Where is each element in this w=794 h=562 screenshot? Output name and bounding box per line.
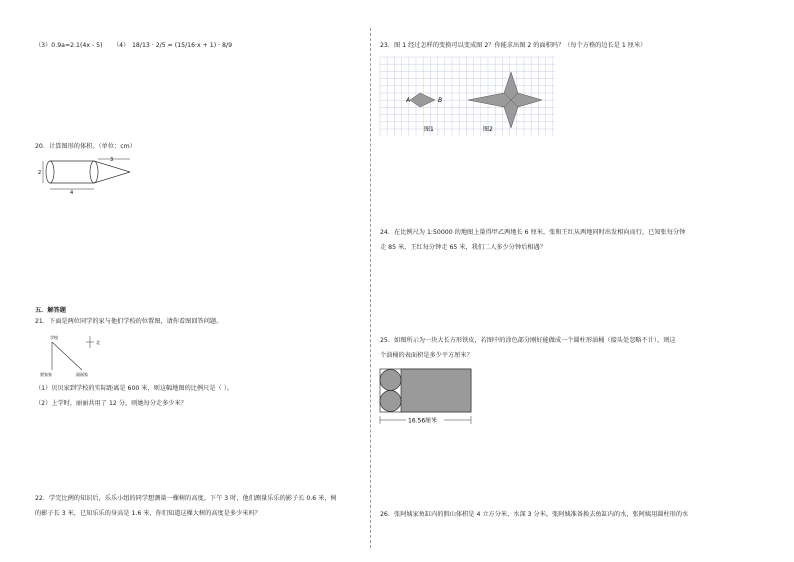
- question-26: 26．张阿姨家鱼缸内的假山体积是 4 立方分米，水深 3 分米。张阿姨准备换去鱼缸内的水，张阿姨用圆柱形的水: [380, 511, 689, 518]
- dim-left: 2: [38, 170, 42, 176]
- section-5-title: 五．解答题: [35, 307, 66, 314]
- map-school: 学校: [50, 335, 58, 340]
- question-22-line-2: 的影子长 3 米，已知乐乐的身高是 1.6 米，你们知道这棵大树的高度是多少米吗？: [35, 510, 261, 517]
- question-20: 20．计算图形的体积。（单位：cm）: [35, 143, 136, 150]
- question-24-line-1: 24．在比例尺为 1:50000 的地图上量得甲乙两地长 6 厘米，张和王红从两地同时出发相向而行，已知张每分钟: [380, 229, 686, 236]
- map-house-b: 丽丽家: [76, 372, 88, 377]
- map-north: 北: [96, 340, 100, 345]
- cylinder-cone-figure: [38, 156, 138, 198]
- figure-1-label: 图1: [424, 126, 434, 133]
- map-house-a: 贾家家: [40, 372, 52, 377]
- equation-4: 18/13 · 2/5 = (15/16·x + 1) · 8/9: [132, 42, 233, 49]
- width-label: 16.56厘米: [408, 417, 438, 425]
- dim-top: 3: [110, 157, 114, 163]
- question-25-line-2: 个油桶的表面积是多少平方厘米？: [380, 352, 473, 359]
- equation-4-prefix: （4）: [113, 42, 130, 49]
- rectangle-figure: [380, 369, 476, 427]
- grid-figure: [380, 57, 556, 137]
- equation-3: （3）0.9a=2.1(4x - 5): [35, 42, 103, 49]
- location-map: [40, 332, 120, 380]
- question-25-line-1: 25．如图所示为一块大长方形铁皮，若图中的涂色部分刚好能做成一个圆柱形油桶（接头处忽略不计），则这: [380, 337, 676, 344]
- question-22-line-1: 22．学完比例的知识后，乐乐小组的同学想测量一棵树的高度。下午 3 时，他们测量乐乐的影子长 0.6 米，树: [35, 495, 337, 502]
- question-21: 21．下面是两位同学的家与他们学校的位置图，请你看图回答问题。: [35, 318, 223, 325]
- question-21-part-2: （2）上学时，丽丽共用了 12 分，则她每分走多少米？: [35, 400, 187, 407]
- question-24-line-2: 走 85 米，王红每分钟走 65 米，我们二人多少分钟后相遇？: [380, 244, 546, 251]
- point-b: B: [438, 97, 443, 104]
- point-a: A: [406, 97, 411, 104]
- figure-2-label: 图2: [483, 126, 493, 133]
- question-21-part-1: （1）贝贝家到学校的实际距离是 600 米，则这幅地图的比例尺是（ ）。: [35, 385, 233, 392]
- question-23: 23．图 1 经过怎样的变换可以变成图 2？你能求出图 2 的面积吗？（每个方格的边长是 1 厘米）: [380, 42, 647, 49]
- dim-bottom: 4: [70, 190, 74, 196]
- column-divider: [370, 28, 371, 548]
